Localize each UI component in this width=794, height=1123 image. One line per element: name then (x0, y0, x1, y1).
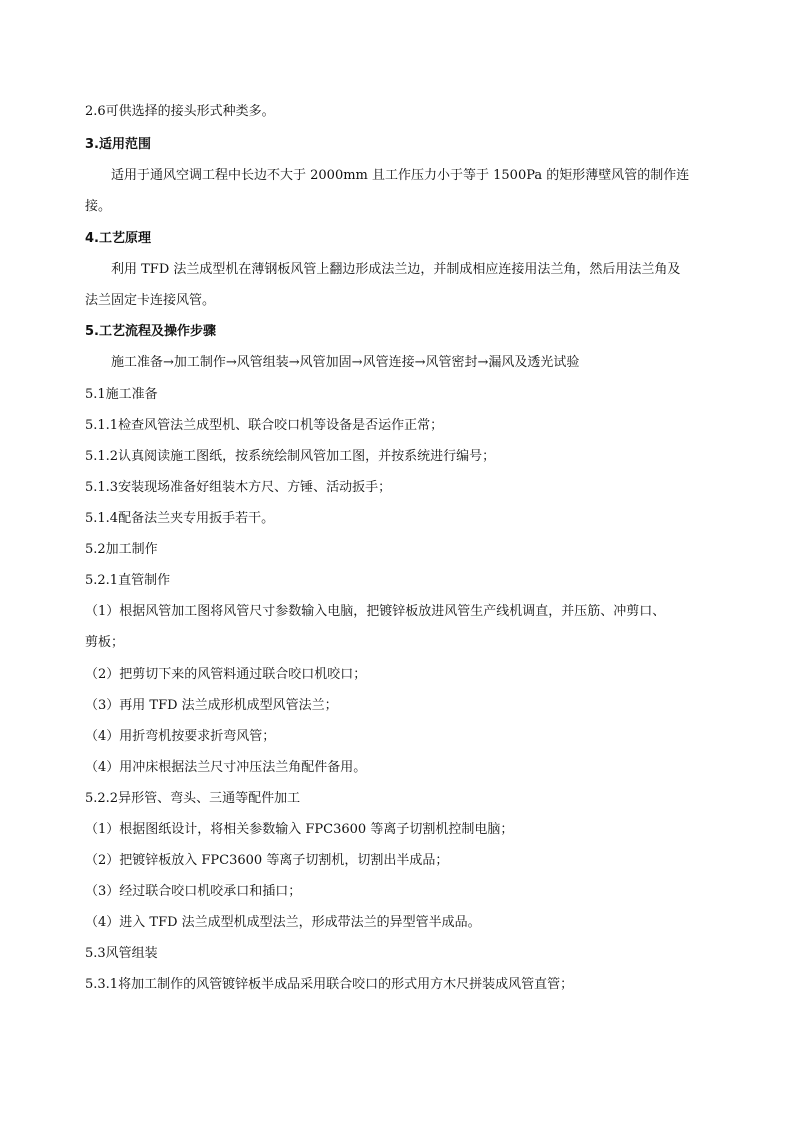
item-2-6: 2.6可供选择的接头形式种类多。 (85, 104, 275, 119)
section-4-paragraph-line-1: 利用 TFD 法兰成型机在薄钢板风管上翻边形成法兰边，并制成相应连接用法兰角，然后用法兰角及 (111, 262, 681, 277)
section-3-paragraph-line-2: 接。 (85, 199, 112, 214)
item-5-2-2: 5.2.2异形管、弯头、三通等配件加工 (85, 791, 301, 806)
step-5-2-2-3: （3）经过联合咬口机咬承口和插口； (85, 884, 302, 899)
item-5-1-4: 5.1.4配备法兰夹专用扳手若干。 (85, 511, 275, 526)
item-5-1-3: 5.1.3安装现场准备好组装木方尺、方锤、活动扳手； (85, 480, 392, 495)
step-5-2-1-5: （4）用冲床根据法兰尺寸冲压法兰角配件备用。 (85, 760, 367, 775)
section-3-title: 3.适用范围 (85, 137, 151, 152)
process-flow: 施工准备→加工制作→风管组装→风管加固→风管连接→风管密封→漏风及透光试验 (111, 355, 580, 370)
item-5-2-1: 5.2.1直管制作 (85, 573, 171, 588)
step-5-2-1-2: （2）把剪切下来的风管料通过联合咬口机咬口； (85, 667, 367, 682)
subsection-5-3: 5.3风管组装 (85, 946, 158, 961)
item-5-1-2: 5.1.2认真阅读施工图纸，按系统绘制风管加工图，并按系统进行编号； (85, 449, 496, 464)
step-5-2-1-1-line-2: 剪板； (85, 635, 125, 650)
step-5-2-1-3: （3）再用 TFD 法兰成形机成型风管法兰； (85, 698, 338, 713)
step-5-2-2-4: （4）进入 TFD 法兰成型机成型法兰，形成带法兰的异型管半成品。 (85, 915, 481, 930)
step-5-2-2-1: （1）根据图纸设计，将相关参数输入 FPC3600 等离子切割机控制电脑； (85, 822, 514, 837)
section-5-title: 5.工艺流程及操作步骤 (85, 324, 216, 339)
section-4-title: 4.工艺原理 (85, 231, 151, 246)
section-4-paragraph-line-2: 法兰固定卡连接风管。 (85, 293, 216, 308)
section-3-paragraph-line-1: 适用于通风空调工程中长边不大于 2000mm 且工作压力小于等于 1500Pa 的矩形薄壁风管的制作连 (111, 168, 690, 183)
step-5-2-1-1-line-1: （1）根据风管加工图将风管尺寸参数输入电脑，把镀锌板放进风管生产线机调直，并压筋、冲剪口、 (85, 604, 666, 619)
item-5-3-1: 5.3.1将加工制作的风管镀锌板半成品采用联合咬口的形式用方木尺拼装成风管直管； (85, 977, 574, 992)
subsection-5-1: 5.1施工准备 (85, 387, 158, 402)
subsection-5-2: 5.2加工制作 (85, 542, 158, 557)
step-5-2-1-4: （4）用折弯机按要求折弯风管； (85, 729, 276, 744)
step-5-2-2-2: （2）把镀锌板放入 FPC3600 等离子切割机，切割出半成品； (85, 853, 449, 868)
item-5-1-1: 5.1.1检查风管法兰成型机、联合咬口机等设备是否运作正常； (85, 418, 444, 433)
